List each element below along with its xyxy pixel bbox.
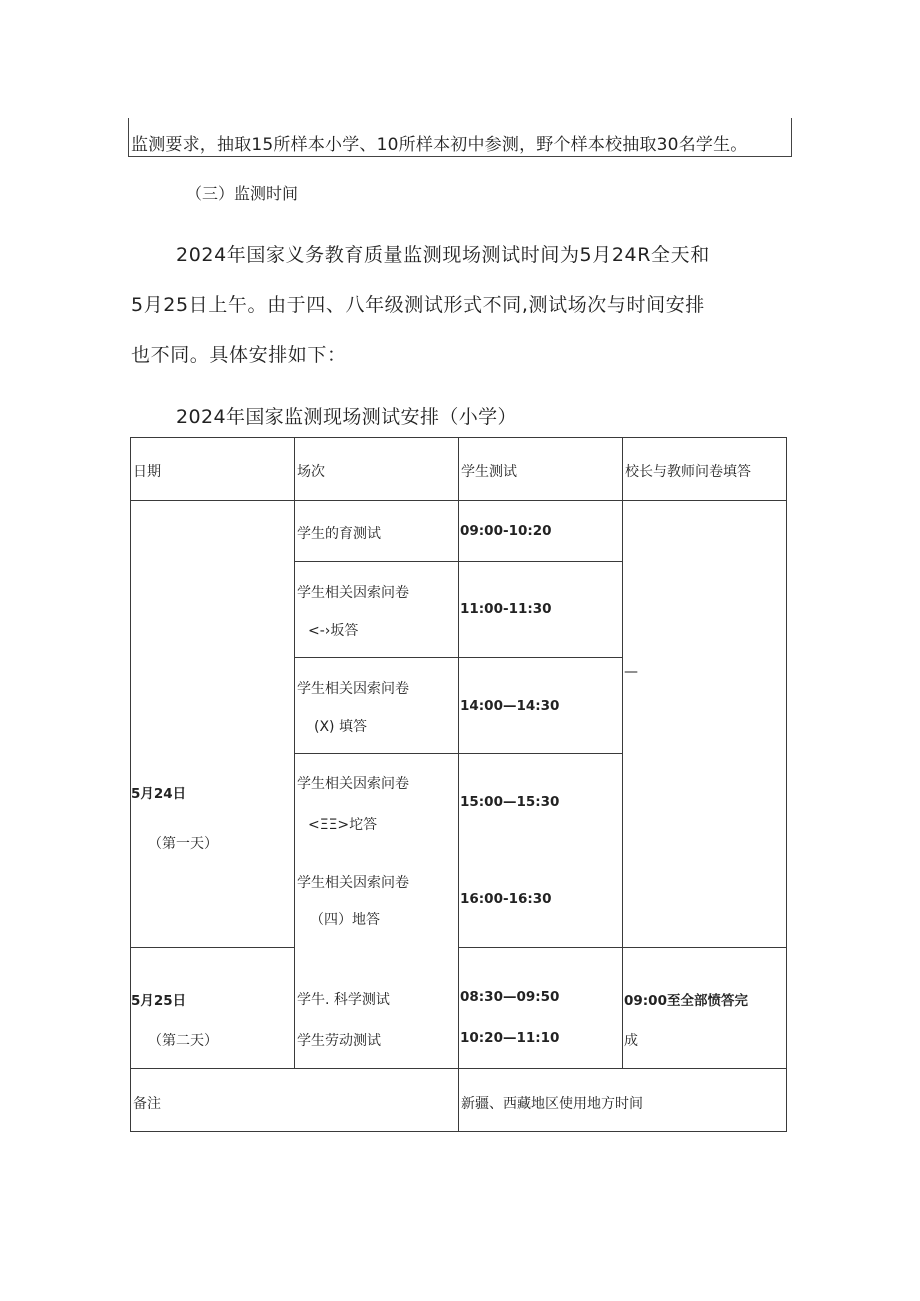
remark-text: 新疆、西藏地区使用地方时间	[461, 1096, 643, 1112]
paragraph-line-1: 2024年国家义务教育质量监测现场测试时间为5月24R全天和	[176, 244, 710, 266]
table-title: 2024年国家监测现场测试安排（小学）	[176, 406, 517, 428]
header-principal-teacher: 校长与教师问卷填答	[625, 464, 751, 480]
table-border-right	[786, 437, 787, 1132]
session-4-line2: <ΞΞ>坨答	[308, 817, 378, 833]
time-1: 09:00-10:20	[460, 523, 552, 539]
time-4: 15:00—15:30	[460, 794, 560, 810]
paragraph-line-2: 5月25日上午。由于四、八年级测试形式不同,测试场次与时间安排	[131, 294, 705, 316]
day2-note: （第二天）	[148, 1033, 218, 1049]
row-divider-2	[294, 657, 623, 658]
header-date: 日期	[133, 464, 161, 480]
principal-day2-line1	[624, 989, 748, 1009]
session-3-line2: (X) 填答	[314, 719, 367, 735]
session-7: 学生劳动测试	[297, 1033, 381, 1049]
principal-day2-text: 09:00至全部愤答完	[624, 993, 748, 1009]
row-divider-3	[294, 753, 623, 754]
session-5-line1: 学生相关因索问卷	[297, 875, 409, 891]
session-2-line1: 学生相关因索问卷	[297, 585, 409, 601]
session-5-line2: （四）地答	[310, 912, 380, 928]
remark-label: 备注	[133, 1096, 161, 1112]
intro-line: 监测要求，抽取15所样本小学、10所样本初中参测，野个样本校抽取30名学生。	[131, 135, 748, 155]
principal-day1-dash: —	[624, 664, 638, 680]
row-divider-1	[294, 561, 623, 562]
day2-date: 5月25日	[131, 993, 187, 1009]
header-session: 场次	[297, 464, 325, 480]
session-2-line2: <-›坂答	[308, 623, 359, 639]
session-4-line1: 学生相关因索问卷	[297, 776, 409, 792]
day1-note: （第一天）	[148, 836, 218, 852]
time-7: 10:20—11:10	[460, 1030, 560, 1046]
session-6: 学牛. 科学测试	[297, 992, 390, 1008]
session-1: 学生的育测试	[297, 526, 381, 542]
time-3: 14:00—14:30	[460, 698, 560, 714]
row-divider-4	[458, 947, 787, 948]
date-row-divider	[130, 947, 295, 948]
principal-day2-line2: 成	[624, 1033, 638, 1049]
time-6: 08:30—09:50	[460, 989, 560, 1005]
col-divider-2	[458, 437, 459, 1132]
time-5: 16:00-16:30	[460, 891, 552, 907]
section-heading: （三）监测时间	[186, 184, 299, 203]
session-3-line1: 学生相关因索问卷	[297, 681, 409, 697]
day1-date: 5月24日	[131, 786, 187, 802]
paragraph-line-3: 也不同。具体安排如下：	[131, 344, 347, 366]
header-student-test: 学生测试	[461, 464, 517, 480]
time-2: 11:00-11:30	[460, 601, 552, 617]
